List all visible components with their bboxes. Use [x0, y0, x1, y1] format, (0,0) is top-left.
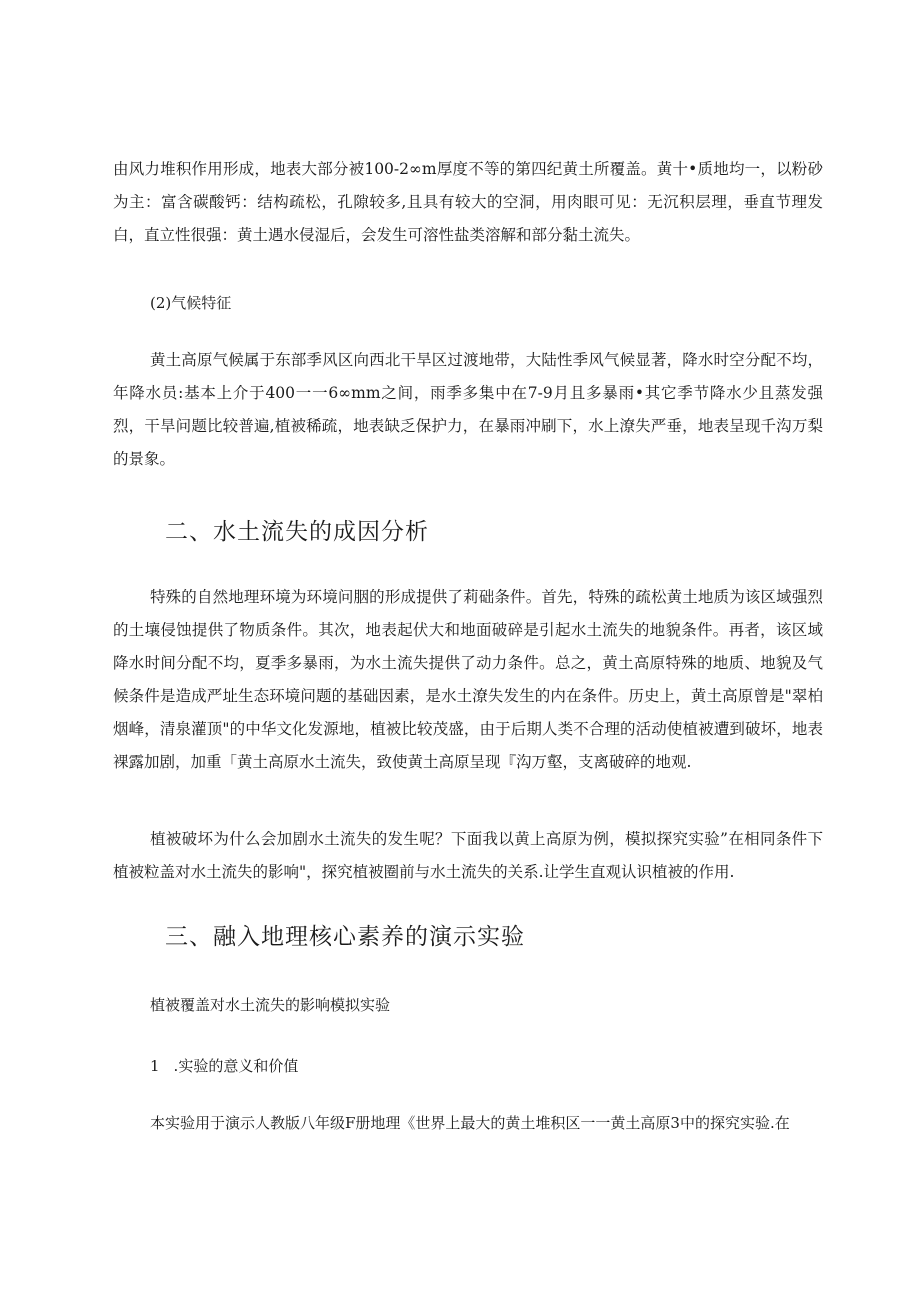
section2-paragraph-causes: 特殊的自然地理环境为环境问胭的形成提供了莉础条件。首先，特殊的疏松黄土地质为该区域强烈的土壤侵蚀提供了物质条件。其次，地表起伏大和地面破碎是引起水土流失的地貌条件。再者，该区域降水时间分配不均，夏季多暴雨，为水土流失提供了动力条件。总之，黄土高原特殊的地质、地貌及气候条件是造成严址生态环境问题的基础因素，是水土潦失发生的内在条件。历史上，黄土高原曾是"翠柏烟峰，清泉灌顶"的中华文化发源地，植被比较茂盛，由于后期人类不合理的活动使植被遭到破坏，地表裸露加剧，加重「黄土高原水土流失，致使黄土高原呈现『沟万壑，支离破碎的地观. [113, 588, 823, 771]
section2-heading: 二、水土流失的成因分析 [165, 519, 429, 545]
subsection-label: .实验的意义和价值 [173, 1057, 299, 1075]
final-paragraph: 本实验用于演示人教版八年级F册地理《世界上最大的黄土堆积区一一黄土高原3中的探究实验.在 [150, 1114, 790, 1132]
climate-paragraph: 黄土高原气候属于东部季风区向西北干旱区过渡地带，大陆性季风气候显著，降水时空分配不均，年降水员:基本上介于400一一6∞mm之间，雨季多集中在7-9月且多暴雨•其它季节降水少且蒸发强烈，干旱问题比较普遍,植被稀疏，地表缺乏保护力，在暴雨冲刷下，水上潦失严垂，地表呈现千沟万梨的景象。 [113, 351, 823, 468]
subsection-heading [150, 1054, 298, 1078]
climate-subheading: (2)气候特征 [150, 294, 232, 312]
subsection-number: 1 [150, 1057, 160, 1075]
experiment-title: 植被覆盖对水土流失的影响模拟实验 [150, 996, 391, 1014]
section3-heading: 三、融入地理核心素养的演示实验 [165, 924, 525, 950]
section2-paragraph-question: 植被破坏为什么会加剧水土流失的发生呢？下面我以黄上高原为例，模拟探究实验”在相同条件下植被粒盖对水土流失的影响"，探究植被圈前与水土流失的关系.让学生直观认识植被的作用. [113, 830, 823, 881]
intro-paragraph: 由风力堆积作用形成，地表大部分被100-2∞m厚度不等的第四纪黄土所覆盖。黄十•质地均一，以粉砂为主：富含碳酸钙：结构疏松，孔隙较多,且具有较大的空洞，用肉眼可见：无沉积层理，垂直节理发白，直立性很强：黄土遇水侵湿后，会发生可溶性盐类溶解和部分黏土流失。 [113, 160, 823, 244]
